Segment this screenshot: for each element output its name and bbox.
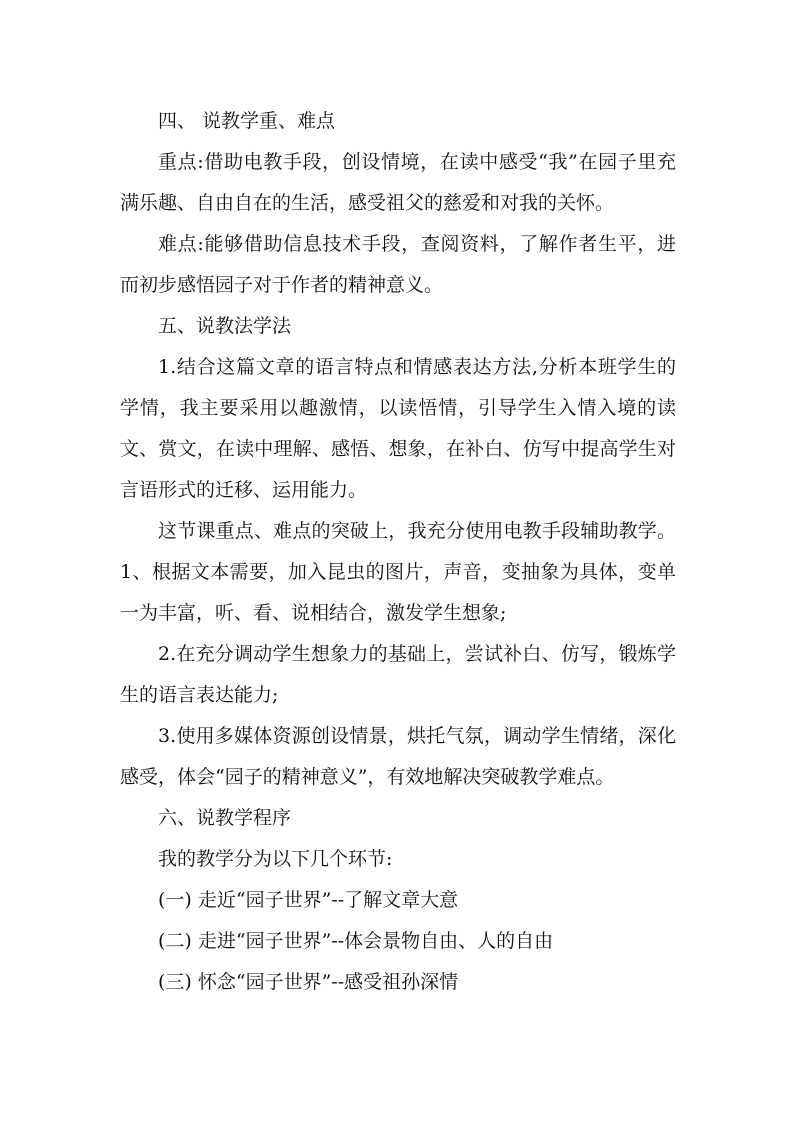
section-heading-5: 五、说教法学法 [158,315,292,337]
document-body [120,101,676,1003]
key-point-paragraph: 重点:借助电教手段，创设情境，在读中感受“我”在园子里充满乐趣、自由自在的生活，感受祖父的慈爱和对我的关怀。 [120,151,676,214]
section-heading-4: 四、 说教学重、难点 [158,110,336,132]
section-heading-6: 六、说教学程序 [158,807,292,829]
method-paragraph-3: 3.使用多媒体资源创设情景，烘托气氛，调动学生情绪，深化感受，体会“园子的精神意义”，有效地解决突破教学难点。 [120,725,676,788]
procedure-step-3: (三) 怀念“园子世界”--感受祖孙深情 [158,971,459,993]
method-paragraph-1: 1.结合这篇文章的语言特点和情感表达方法,分析本班学生的学情，我主要采用以趣激情，以读悟情，引导学生入情入境的读文、赏文，在读中理解、感悟、想象，在补白、仿写中提高学生对言语形式的迁移、运用能力。 [120,356,676,501]
method-paragraph-multimedia: 这节课重点、难点的突破上，我充分使用电教手段辅助教学。1、根据文本需要，加入昆虫的图片，声音，变抽象为具体，变单一为丰富，听、看、说相结合，激发学生想象; [120,520,676,624]
difficulty-paragraph: 难点:能够借助信息技术手段，查阅资料，了解作者生平，进而初步感悟园子对于作者的精神意义。 [120,233,676,296]
procedure-step-2: (二) 走进“园子世界”--体会景物自由、人的自由 [158,930,554,952]
procedure-intro: 我的教学分为以下几个环节: [158,848,393,870]
procedure-step-1: (一) 走近“园子世界”--了解文章大意 [158,889,459,911]
method-paragraph-2: 2.在充分调动学生想象力的基础上，尝试补白、仿写，锻炼学生的语言表达能力; [120,643,676,706]
